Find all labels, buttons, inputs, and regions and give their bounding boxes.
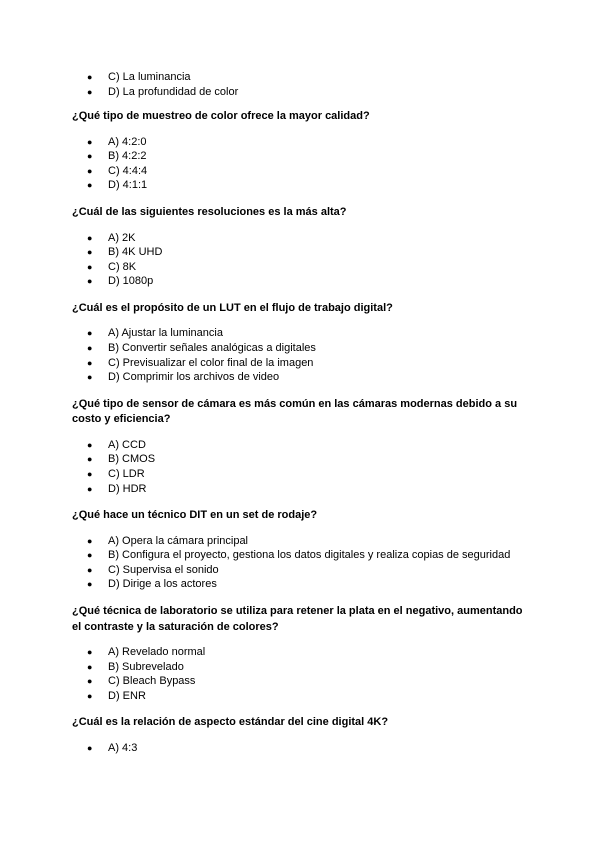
bullet-icon: ● — [87, 328, 93, 339]
bullet-icon: ● — [87, 469, 93, 479]
option-text: A) CCD — [108, 438, 146, 451]
list-item — [72, 482, 532, 497]
question-text: ¿Qué técnica de laboratorio se utiliza para retener la plata en el negativo, aumentando el contraste y la saturación de colores? — [72, 605, 523, 633]
option-text: D) ENR — [108, 689, 146, 702]
list-item — [72, 548, 532, 563]
list-item — [72, 70, 532, 85]
question-text: ¿Cuál es la relación de aspecto estándar del cine digital 4K? — [72, 716, 389, 729]
bullet-icon: ● — [87, 151, 93, 162]
question-block — [72, 301, 532, 385]
list-item — [72, 245, 532, 260]
list-item — [72, 741, 532, 756]
bullet-icon: ● — [87, 232, 93, 243]
option-text: B) Subrevelado — [108, 660, 184, 673]
bullet-icon: ● — [87, 439, 93, 450]
question-text: ¿Cuál de las siguientes resoluciones es la más alta? — [72, 206, 347, 219]
option-list — [72, 326, 532, 384]
option-list — [72, 645, 532, 703]
list-item — [72, 231, 532, 246]
list-item — [72, 341, 532, 356]
option-text: B) 4:2:2 — [108, 150, 147, 163]
list-item — [72, 689, 532, 704]
list-item — [72, 577, 532, 592]
bullet-icon: ● — [87, 661, 93, 672]
question-text: ¿Qué tipo de muestreo de color ofrece la mayor calidad? — [72, 110, 370, 123]
bullet-icon: ● — [87, 690, 93, 701]
list-item — [72, 164, 532, 179]
option-text: C) Supervisa el sonido — [108, 563, 219, 576]
list-item — [72, 370, 532, 385]
bullet-icon: ● — [87, 483, 93, 494]
option-text: D) Dirige a los actores — [108, 578, 217, 591]
list-item — [72, 563, 532, 578]
bullet-icon: ● — [87, 535, 93, 546]
option-text: C) La luminancia — [108, 71, 191, 83]
option-text: B) Configura el proyecto, gestiona los datos digitales y realiza copias de seguridad — [108, 549, 511, 562]
bullet-icon: ● — [87, 86, 93, 97]
bullet-icon: ● — [87, 372, 93, 383]
question-block — [72, 508, 532, 592]
list-item — [72, 274, 532, 289]
option-text: B) Convertir señales analógicas a digitales — [108, 342, 316, 355]
option-text: A) 2K — [108, 231, 136, 244]
question-block — [72, 397, 532, 496]
option-text: A) Revelado normal — [108, 646, 206, 659]
bullet-icon: ● — [87, 454, 93, 465]
leading-option-list — [72, 70, 532, 99]
option-text: B) 4K UHD — [108, 246, 163, 259]
bullet-icon: ● — [87, 247, 93, 258]
option-text: D) La profundidad de color — [108, 85, 239, 98]
option-text: C) Bleach Bypass — [108, 675, 196, 688]
list-item — [72, 326, 532, 341]
list-item — [72, 178, 532, 193]
bullet-icon: ● — [87, 343, 93, 354]
bullet-icon: ● — [87, 165, 93, 176]
question-text: ¿Qué hace un técnico DIT en un set de rodaje? — [72, 509, 318, 522]
bullet-icon: ● — [87, 550, 93, 561]
bullet-icon: ● — [87, 676, 93, 687]
list-item — [72, 85, 532, 100]
list-item — [72, 467, 532, 482]
option-list — [72, 534, 532, 592]
question-text: ¿Cuál es el propósito de un LUT en el flujo de trabajo digital? — [72, 301, 393, 314]
list-item — [72, 135, 532, 150]
option-text: C) 8K — [108, 260, 137, 273]
list-item — [72, 356, 532, 371]
document-content — [72, 70, 532, 756]
option-text: D) HDR — [108, 482, 147, 495]
list-item — [72, 438, 532, 453]
option-list — [72, 438, 532, 496]
option-text: D) Comprimir los archivos de video — [108, 371, 280, 384]
option-text: A) Ajustar la luminancia — [108, 327, 223, 340]
option-text: A) 4:3 — [108, 741, 138, 754]
option-text: D) 4:1:1 — [108, 179, 148, 192]
list-item — [72, 660, 532, 675]
question-block — [72, 205, 532, 289]
option-list — [72, 135, 532, 193]
option-text: A) Opera la cámara principal — [108, 534, 249, 547]
list-item — [72, 674, 532, 689]
question-text: ¿Qué tipo de sensor de cámara es más común en las cámaras modernas debido a su costo y eficiencia? — [72, 397, 518, 426]
bullet-icon: ● — [87, 647, 93, 658]
option-text: A) 4:2:0 — [108, 135, 147, 148]
option-text: C) 4:4:4 — [108, 164, 148, 177]
bullet-icon: ● — [87, 742, 93, 753]
option-text: C) Previsualizar el color final de la imagen — [108, 356, 314, 369]
list-item — [72, 260, 532, 275]
list-item — [72, 645, 532, 660]
option-list — [72, 231, 532, 289]
list-item — [72, 534, 532, 549]
list-item — [72, 452, 532, 467]
bullet-icon: ● — [87, 357, 93, 368]
bullet-icon: ● — [87, 276, 93, 287]
bullet-icon: ● — [87, 564, 93, 575]
question-block — [72, 715, 532, 755]
bullet-icon: ● — [87, 72, 93, 82]
question-block — [72, 604, 532, 703]
bullet-icon: ● — [87, 136, 93, 147]
option-text: C) LDR — [108, 468, 145, 480]
option-list — [72, 741, 532, 756]
bullet-icon: ● — [87, 579, 93, 590]
bullet-icon: ● — [87, 180, 93, 191]
question-block — [72, 109, 532, 193]
option-text: D) 1080p — [108, 275, 154, 288]
list-item — [72, 149, 532, 164]
option-text: B) CMOS — [108, 453, 156, 466]
bullet-icon: ● — [87, 261, 93, 272]
